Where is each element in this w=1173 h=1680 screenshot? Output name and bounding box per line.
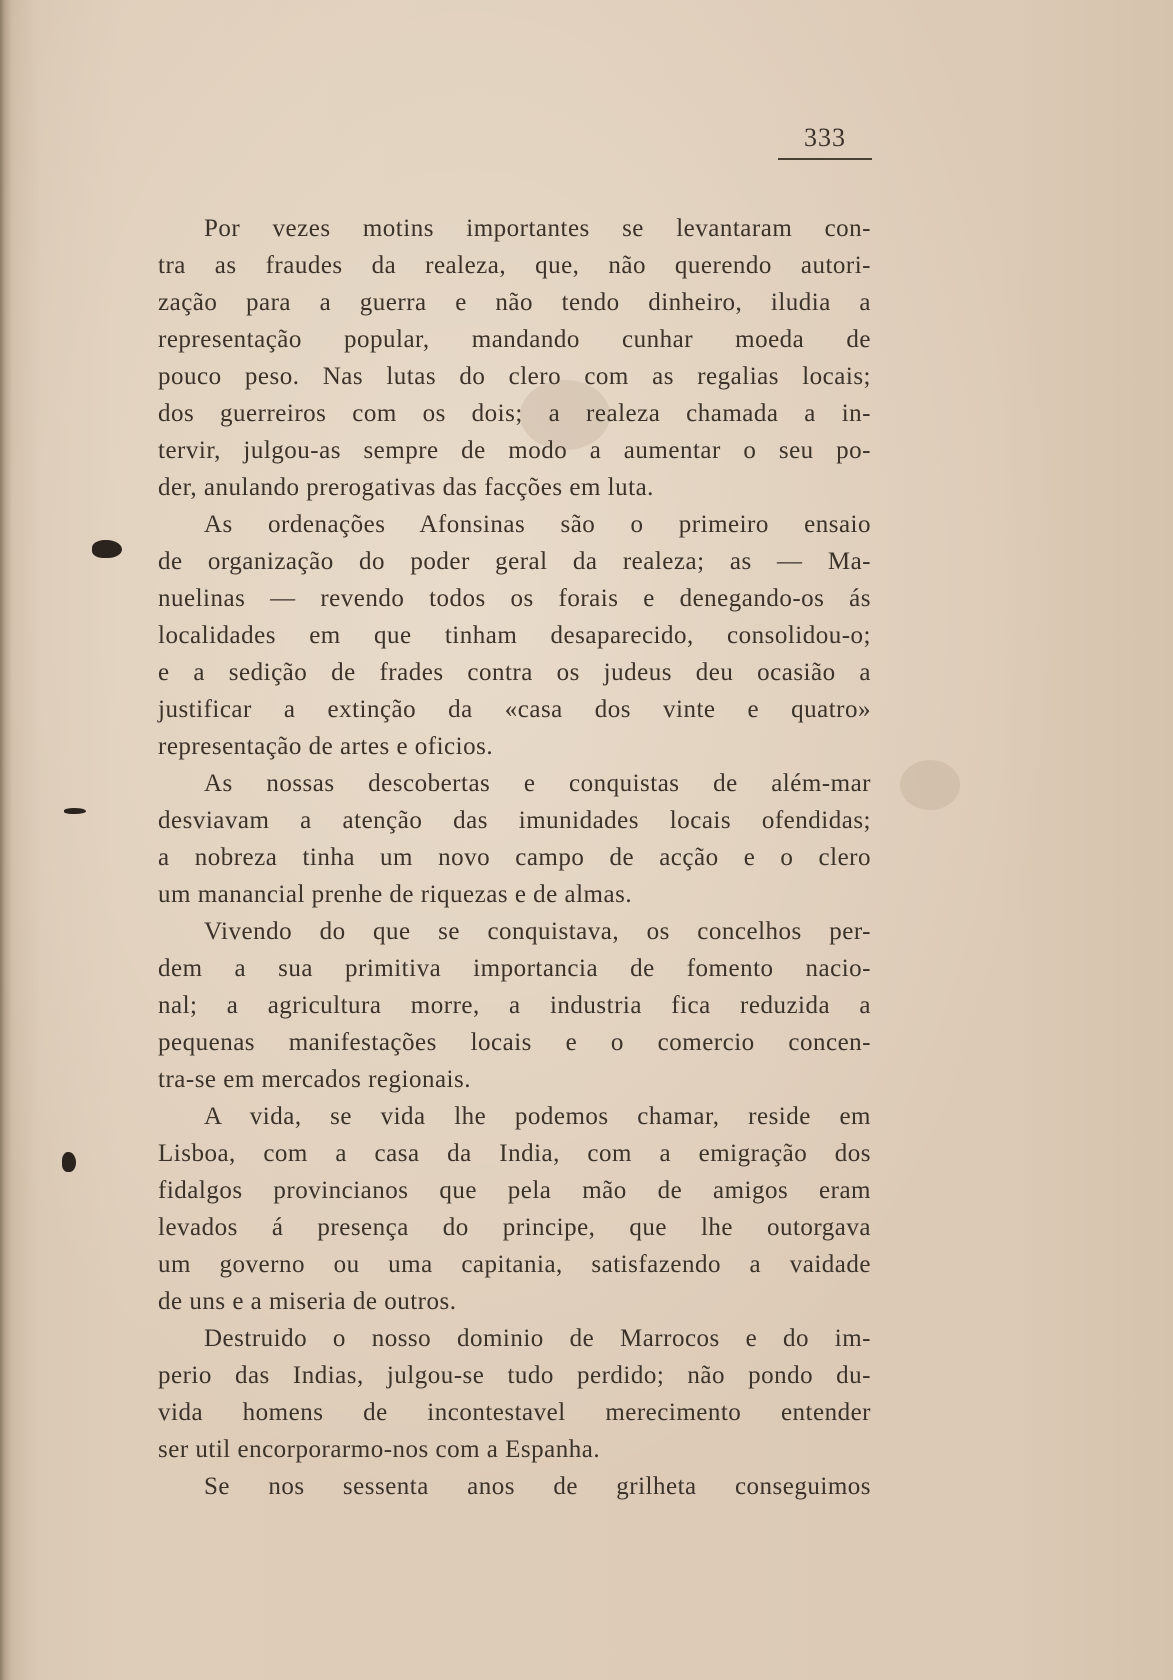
- text-line: e a sedição de frades contra os judeus deu ocasião a: [158, 659, 871, 686]
- text-line: zação para a guerra e não tendo dinheiro, iludia a: [158, 289, 871, 316]
- text-line: desviavam a atenção das imunidades locais ofendidas;: [158, 807, 871, 834]
- text-line: representação popular, mandando cunhar moeda de: [158, 326, 871, 353]
- text-line: A vida, se vida lhe podemos chamar, reside em: [204, 1103, 871, 1130]
- text-line: tra-se em mercados regionais.: [158, 1066, 471, 1093]
- text-line: dem a sua primitiva importancia de fomento nacio-: [158, 955, 871, 982]
- text-line: um governo ou uma capitania, satisfazendo a vaidade: [158, 1251, 871, 1278]
- text-line: dos guerreiros com os dois; a realeza chamada a in-: [158, 400, 871, 427]
- text-line: levados á presença do principe, que lhe outorgava: [158, 1214, 871, 1241]
- text-line: localidades em que tinham desaparecido, consolidou-o;: [158, 622, 871, 649]
- text-line: Vivendo do que se conquistava, os concelhos per-: [204, 918, 871, 945]
- text-line: pequenas manifestações locais e o comercio concen-: [158, 1029, 871, 1056]
- text-line: Destruido o nosso dominio de Marrocos e do im-: [204, 1325, 871, 1352]
- page-number-rule: [778, 158, 872, 160]
- text-line: a nobreza tinha um novo campo de acção e o clero: [158, 844, 871, 871]
- text-line: nuelinas — revendo todos os forais e denegando-os ás: [158, 585, 871, 612]
- text-line: representação de artes e oficios.: [158, 733, 494, 760]
- text-line: ser util encorporarmo-nos com a Espanha.: [158, 1436, 601, 1463]
- text-line: tervir, julgou-as sempre de modo a aumentar o seu po-: [158, 437, 871, 464]
- page-number: 333: [804, 123, 846, 152]
- text-line: perio das Indias, julgou-se tudo perdido; não pondo du-: [158, 1362, 871, 1389]
- margin-ink-mark: [62, 1152, 76, 1172]
- body-text: [158, 210, 871, 1505]
- text-line: Lisboa, com a casa da India, com a emigração dos: [158, 1140, 871, 1167]
- text-line: tra as fraudes da realeza, que, não querendo autori-: [158, 252, 871, 279]
- text-line: der, anulando prerogativas das facções em luta.: [158, 474, 654, 501]
- text-line: fidalgos provincianos que pela mão de amigos eram: [158, 1177, 871, 1204]
- text-line: pouco peso. Nas lutas do clero com as regalias locais;: [158, 363, 871, 390]
- text-line: um manancial prenhe de riquezas e de almas.: [158, 881, 633, 908]
- text-line: de organização do poder geral da realeza; as — Ma-: [158, 548, 871, 575]
- text-line: Se nos sessenta anos de grilheta conseguimos: [204, 1473, 871, 1500]
- text-line: As nossas descobertas e conquistas de além-mar: [204, 770, 871, 797]
- text-line: nal; a agricultura morre, a industria fica reduzida a: [158, 992, 871, 1019]
- margin-ink-mark: [64, 808, 86, 814]
- binding-edge: [0, 0, 12, 1680]
- text-line: justificar a extinção da «casa dos vinte e quatro»: [158, 696, 871, 723]
- margin-ink-mark: [92, 540, 122, 558]
- text-line: de uns e a miseria de outros.: [158, 1288, 457, 1315]
- text-line: As ordenações Afonsinas são o primeiro ensaio: [204, 511, 871, 538]
- paper-stain: [900, 760, 960, 810]
- text-line: vida homens de incontestavel merecimento entender: [158, 1399, 871, 1426]
- text-line: Por vezes motins importantes se levantaram con-: [204, 215, 871, 242]
